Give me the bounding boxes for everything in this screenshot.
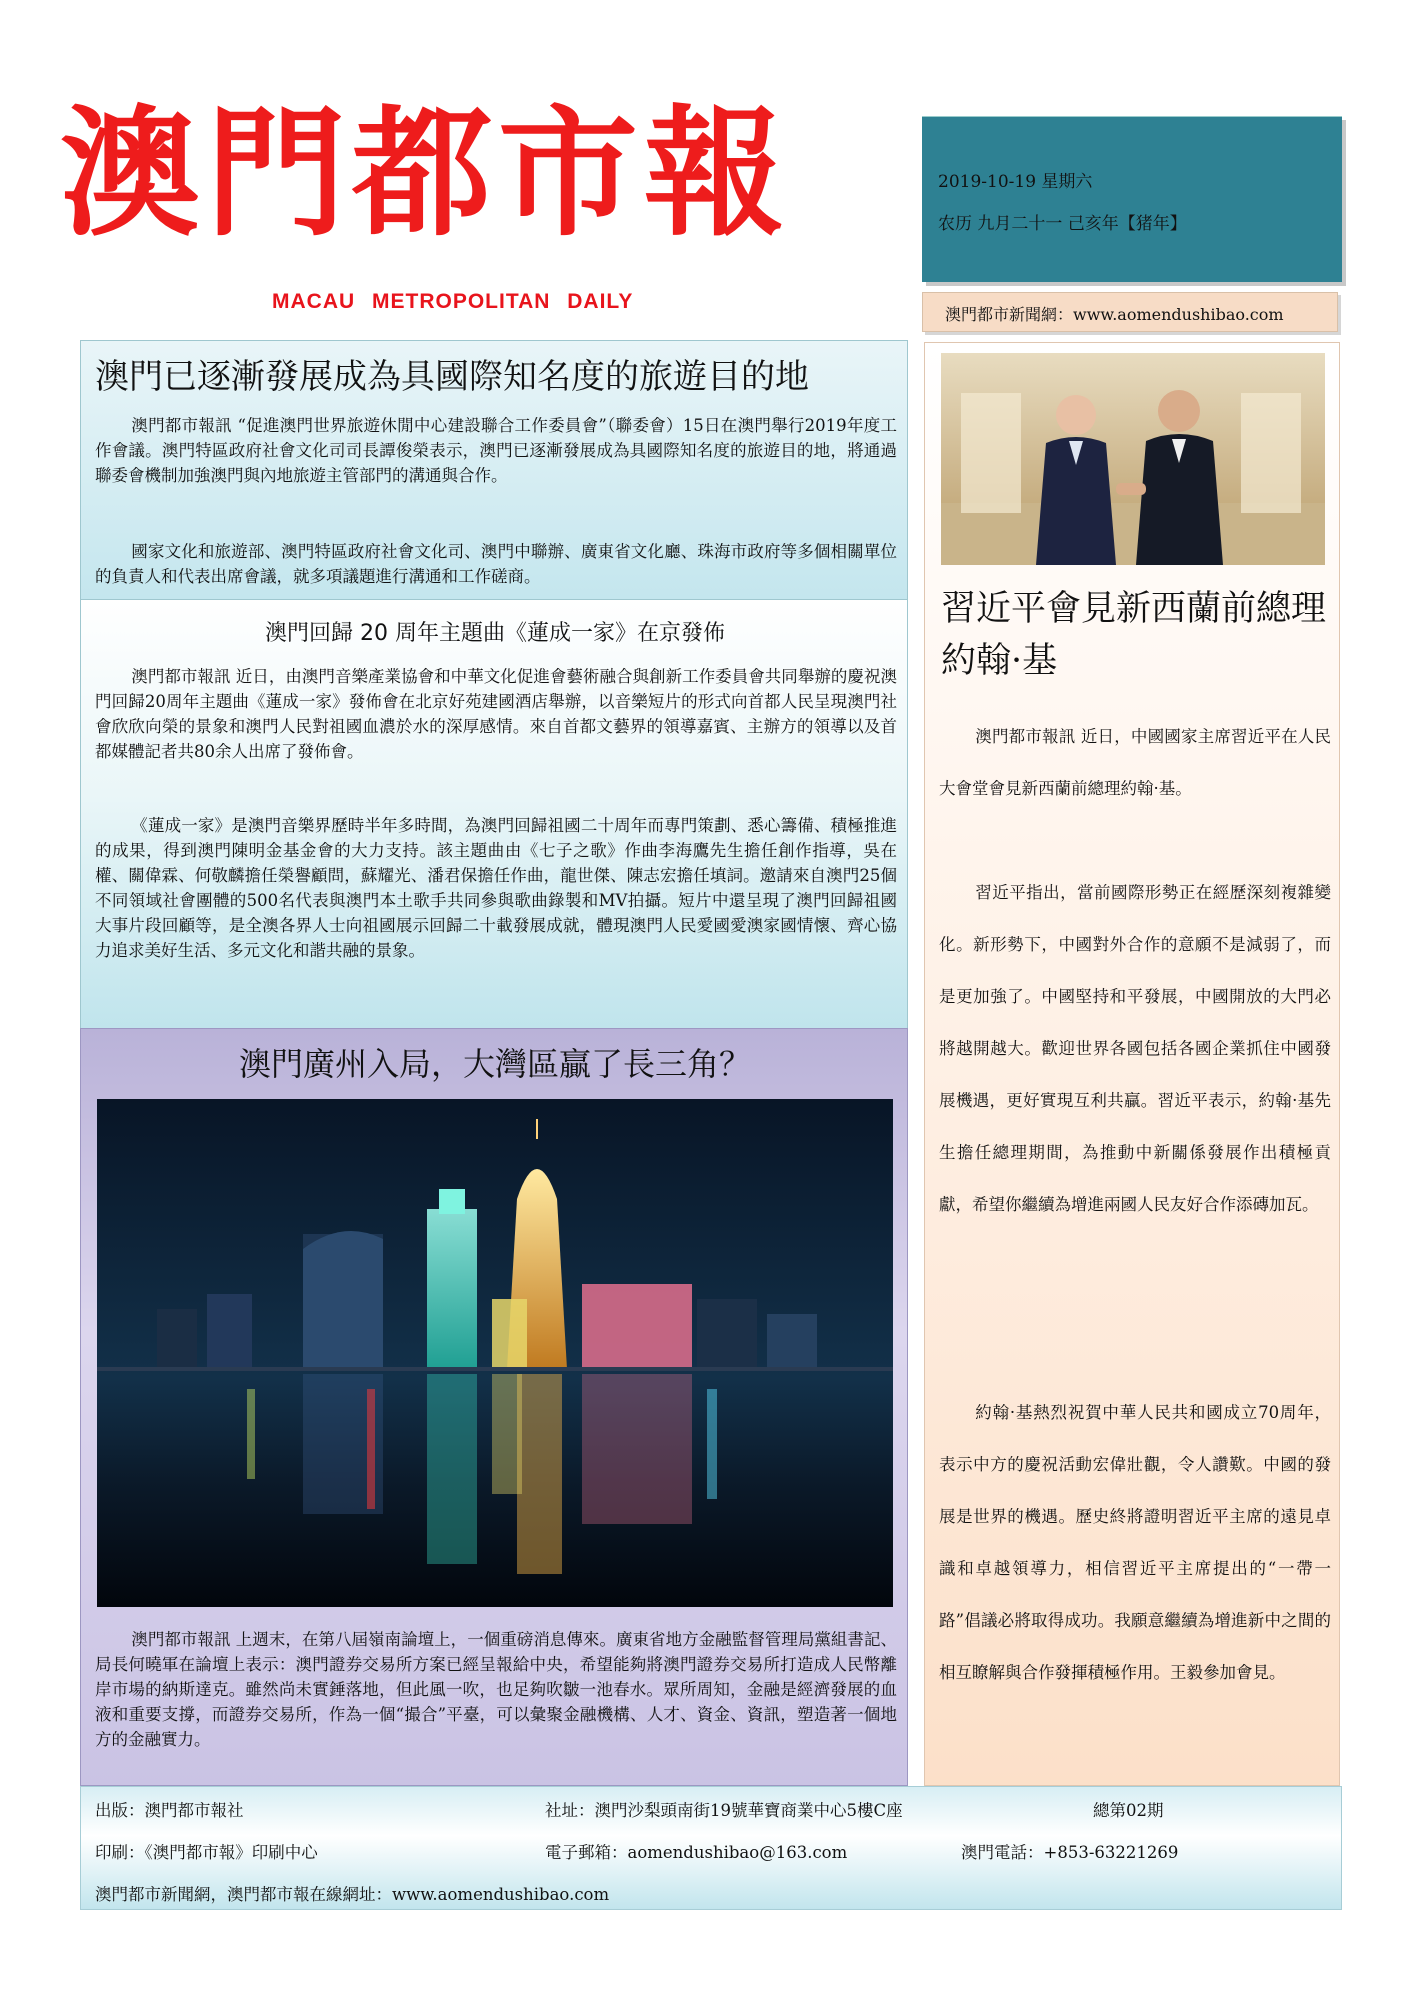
article-theme-song-paragraph-1: 澳門都市報訊 近日，由澳門音樂產業協會和中華文化促進會藝術融合與創新工作委員會共同舉辦的慶祝澳門回歸20周年主題曲《蓮成一家》發佈會在北京好苑建國酒店舉辦，以音樂短片的形式向首都人民呈現澳門社會欣欣向榮的景象和澳門人民對祖國血濃於水的深厚感情。來自首都文藝界的領導嘉賓、主辦方的領導以及首都媒體記者共80余人出席了發佈會。 xyxy=(95,667,897,761)
article-theme-song-paragraph-2: 《蓮成一家》是澳門音樂界歷時半年多時間，為澳門回歸祖國二十周年而專門策劃、悉心籌備、積極推進的成果，得到澳門陳明金基金會的大力支持。該主題曲由《七子之歌》作曲李海鷹先生擔任創作指導，吳在權、關偉霖、何敬麟擔任榮譽顧問，蘇耀光、潘君保擔任作曲，龍世傑、陳志宏擔任填詞。邀請來自澳門25個不同領域社會團體的500名代表與澳門本土歌手共同參與歌曲錄製和MV拍攝。短片中還呈現了澳門回歸祖國大事片段回顧等，是全澳各界人士向祖國展示回歸二十載發展成就，體現澳門人民愛國愛澳家國情懷、齊心協力追求美好生活、多元文化和諧共融的景象。 xyxy=(95,816,897,960)
date-box xyxy=(922,116,1342,282)
article-xi-meeting-paragraph-3: 約翰·基熱烈祝賀中華人民共和國成立70周年，表示中方的慶祝活動宏偉壯觀，令人讚歎。中國的發展是世界的機遇。歷史終將證明習近平主席的遠見卓識和卓越領導力，相信習近平主席提出的“一帶一路”倡議必將取得成功。我願意繼續為增進新中之間的相互瞭解與合作發揮積極作用。王毅參加會見。 xyxy=(939,1403,1331,1682)
article-theme-song xyxy=(80,600,908,1032)
newspaper-subtitle: MACAU METROPOLITAN DAILY xyxy=(272,290,634,313)
article-greater-bay-paragraph: 澳門都市報訊 上週末，在第八屆嶺南論壇上，一個重磅消息傳來。廣東省地方金融監督管理局黨組書記、局長何曉軍在論壇上表示：澳門證券交易所方案已經呈報給中央，希望能夠將澳門證券交易所打造成人民幣離岸市場的納斯達克。雖然尚未實錘落地，但此風一吹，也足夠吹皺一池春水。眾所周知，金融是經濟發展的血液和重要支撐，而證券交易所，作為一個“撮合”平臺，可以彙聚金融機構、人才、資金、資訊，塑造著一個地方的金融實力。 xyxy=(95,1630,897,1749)
footer-address: 社址：澳門沙梨頭南街19號華寶商業中心5樓C座 xyxy=(545,1801,903,1820)
article-tourism-title: 澳門已逐漸發展成為具國際知名度的旅遊目的地 xyxy=(95,357,809,397)
article-tourism-paragraph-1: 澳門都市報訊 “促進澳門世界旅遊休閒中心建設聯合工作委員會”（聯委會）15日在澳門舉行2019年度工作會議。澳門特區政府社會文化司司長譚俊榮表示，澳門已逐漸發展成為具國際知名度的旅遊目的地，將通過聯委會機制加強澳門與內地旅遊主管部門的溝通與合作。 xyxy=(95,416,897,485)
masthead xyxy=(60,93,920,313)
article-xi-meeting-paragraph-2: 習近平指出，當前國際形勢正在經歷深刻複雜變化。新形勢下，中國對外合作的意願不是減弱了，而是更加強了。中國堅持和平發展，中國開放的大門必將越開越大。歡迎世界各國包括各國企業抓住中國發展機遇，更好實現互利共贏。習近平表示，約翰·基先生擔任總理期間，為推動中新關係發展作出積極貢獻，希望你繼續為增進兩國人民友好合作添磚加瓦。 xyxy=(939,883,1331,1214)
issue-date: 2019-10-19 星期六 xyxy=(938,172,1093,192)
article-xi-meeting-title: 習近平會見新西蘭前總理約翰·基 xyxy=(941,589,1327,681)
footer-email[interactable]: 電子郵箱：aomendushibao@163.com xyxy=(545,1843,848,1862)
website-bar xyxy=(922,292,1338,332)
footer xyxy=(80,1786,1342,1910)
article-greater-bay xyxy=(80,1028,908,1786)
article-theme-song-title: 澳門回歸 20 周年主題曲《蓮成一家》在京發佈 xyxy=(265,621,725,646)
newspaper-title: 澳門都市報 xyxy=(60,93,791,256)
footer-publisher: 出版：澳門都市報社 xyxy=(95,1801,244,1820)
article-greater-bay-title: 澳門廣州入局，大灣區贏了長三角？ xyxy=(238,1045,751,1083)
footer-phone: 澳門電話：+853-63221269 xyxy=(961,1843,1179,1862)
article-tourism-paragraph-2: 國家文化和旅遊部、澳門特區政府社會文化司、澳門中聯辦、廣東省文化廳、珠海市政府等多個相關單位的負責人和代表出席會議，就多項議題進行溝通和工作磋商。 xyxy=(95,542,897,586)
footer-issue-number: 總第02期 xyxy=(1093,1801,1164,1820)
article-tourism xyxy=(80,340,908,600)
website-link[interactable]: 澳門都市新聞網：www.aomendushibao.com xyxy=(945,305,1284,324)
macau-night-skyline-photo xyxy=(97,1099,893,1607)
footer-online-url[interactable]: 澳門都市新聞網，澳門都市報在線網址：www.aomendushibao.com xyxy=(95,1885,610,1904)
footer-printer: 印刷：《澳門都市報》印刷中心 xyxy=(95,1843,318,1862)
lunar-date: 农历 九月二十一 己亥年【猪年】 xyxy=(938,214,1187,234)
article-xi-meeting-paragraph-1: 澳門都市報訊 近日，中國國家主席習近平在人民大會堂會見新西蘭前總理約翰·基。 xyxy=(939,727,1331,798)
leaders-handshake-photo xyxy=(941,353,1325,565)
article-xi-meeting xyxy=(924,342,1340,1786)
